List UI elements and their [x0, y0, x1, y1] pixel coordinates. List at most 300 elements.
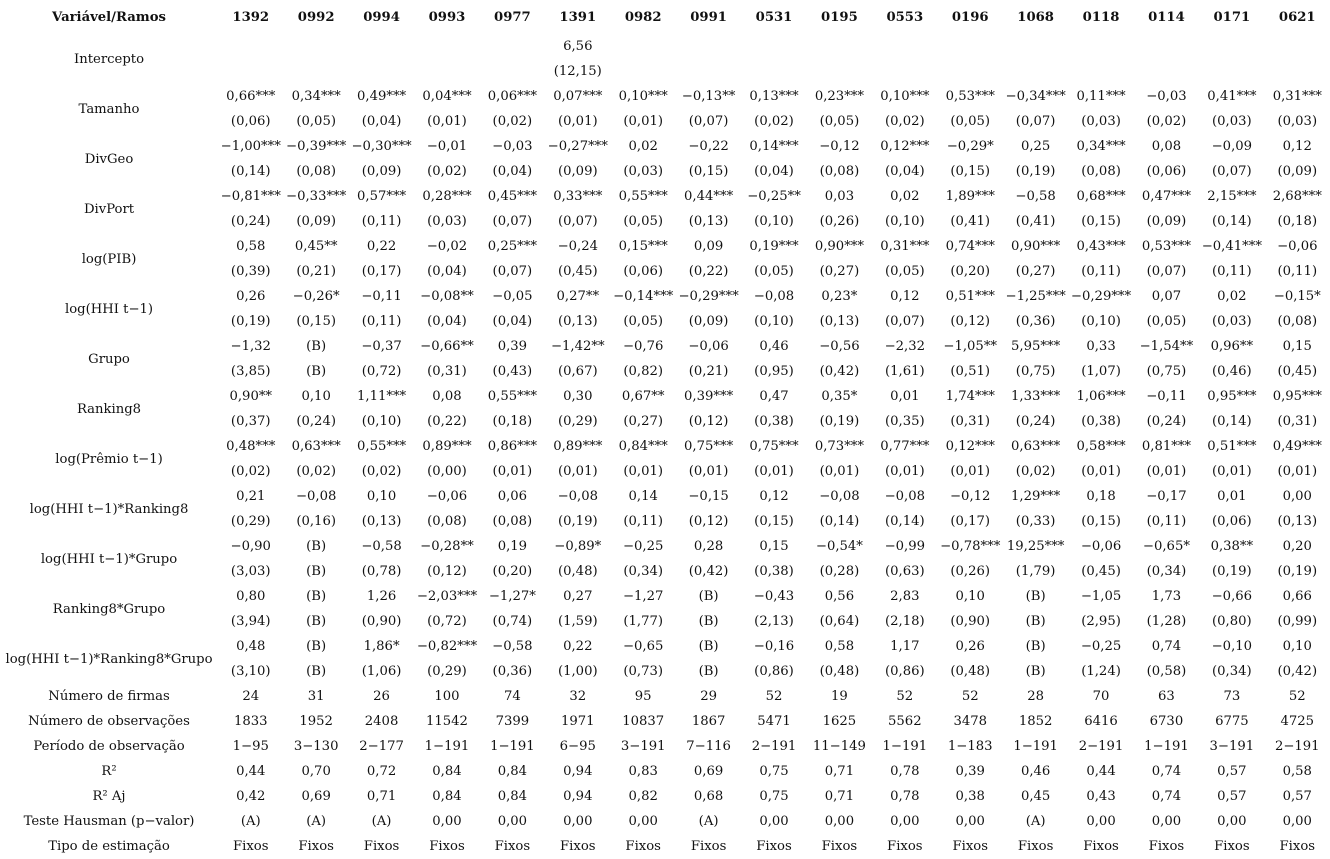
std-error-cell: (0,09)	[1277, 164, 1318, 179]
std-error-cell	[1068, 59, 1133, 84]
coef-cell: 0,39***	[684, 389, 734, 404]
stat-cell: 1−191	[1144, 739, 1189, 754]
stat-cell: 6−95	[559, 739, 596, 754]
std-error-cell: (0,13)	[557, 314, 598, 329]
std-error-cell: (0,14)	[819, 514, 860, 529]
coef-cell: −0,11	[1146, 389, 1187, 404]
stat-name: R² Aj	[92, 789, 126, 804]
std-error-cell: (0,06)	[623, 264, 664, 279]
coef-row	[0, 534, 1330, 559]
coef-cell: −0,28**	[420, 539, 474, 554]
stat-cell: 2−191	[1274, 739, 1320, 754]
std-error-cell: (0,02)	[754, 114, 794, 129]
coef-cell: 0,46	[759, 339, 789, 354]
stat-cell: 11542	[425, 714, 468, 729]
std-error-cell	[676, 59, 741, 84]
std-error-cell: (0,01)	[1081, 464, 1121, 479]
coef-cell: 0,75***	[684, 439, 734, 454]
stat-cell: 31	[307, 689, 325, 704]
stat-cell: 2−177	[359, 739, 404, 754]
coef-cell: 0,89***	[553, 439, 603, 454]
coef-cell: −0,43	[753, 589, 795, 604]
std-error-cell: (0,12)	[950, 314, 991, 329]
coef-row	[0, 284, 1330, 309]
column-header-ramo: 1068	[1017, 9, 1054, 25]
std-error-cell: (0,27)	[819, 264, 860, 279]
std-error-cell: (0,20)	[950, 264, 991, 279]
variable-name: log(Prêmio t−1)	[55, 451, 163, 467]
variable-name: Ranking8	[76, 401, 142, 417]
std-error-cell: (0,03)	[427, 214, 467, 229]
stat-cell: Fixos	[1083, 839, 1119, 854]
coef-cell: 0,77***	[880, 439, 930, 454]
std-error-cell: (0,75)	[1015, 364, 1056, 379]
coef-cell	[1265, 34, 1330, 59]
std-error-cell: (0,02)	[492, 114, 533, 129]
stat-cell: Fixos	[560, 839, 596, 854]
std-error-cell: (0,19)	[557, 514, 598, 529]
coef-cell: 0,15***	[618, 239, 668, 254]
column-header-ramo: 1392	[232, 9, 270, 25]
coef-cell: 0,80	[236, 589, 266, 604]
coef-cell: 0,28***	[422, 189, 472, 204]
std-error-cell: (0,18)	[492, 414, 533, 429]
coef-cell: 0,13***	[749, 89, 799, 104]
coef-cell	[1003, 34, 1068, 59]
coef-cell	[480, 34, 545, 59]
std-error-cell: (0,01)	[1277, 464, 1318, 479]
stat-row	[0, 734, 1330, 759]
coef-cell: 0,55***	[487, 389, 537, 404]
std-error-cell: (0,58)	[1146, 664, 1187, 679]
std-error-cell: (0,01)	[623, 464, 664, 479]
coef-row	[0, 484, 1330, 509]
coef-cell: 1,26	[366, 589, 397, 604]
coef-cell: 0,23***	[814, 89, 864, 104]
coef-cell: −0,08	[753, 289, 795, 304]
stat-row	[0, 709, 1330, 734]
coef-cell: 1,33***	[1011, 389, 1061, 404]
stat-cell: 1−191	[424, 739, 470, 754]
std-error-cell: (0,31)	[950, 414, 991, 429]
coef-row	[0, 584, 1330, 609]
std-error-cell: (0,07)	[1146, 264, 1187, 279]
stat-cell: 6730	[1149, 714, 1184, 729]
coef-cell: 0,68***	[1076, 189, 1126, 204]
std-error-cell: (0,09)	[361, 164, 402, 179]
coef-cell	[349, 34, 414, 59]
coef-cell: 0,18	[1086, 489, 1116, 504]
std-error-cell: (0,03)	[1277, 114, 1318, 129]
stat-cell: 0,72	[366, 764, 397, 779]
std-error-cell: (0,17)	[361, 264, 402, 279]
std-error-cell: (B)	[1025, 664, 1046, 679]
stat-cell: 0,74	[1151, 764, 1182, 779]
coef-cell: −0,58	[492, 639, 533, 654]
coef-cell: 0,73***	[814, 439, 864, 454]
stat-cell: 1971	[561, 714, 595, 729]
stat-cell: 5562	[888, 714, 922, 729]
stat-cell: (A)	[306, 814, 327, 829]
stat-cell: 2−191	[751, 739, 797, 754]
coef-cell: 0,74***	[945, 239, 995, 254]
stat-cell: 2−191	[1078, 739, 1124, 754]
coef-cell: 0,66	[1282, 589, 1312, 604]
std-error-cell: (0,90)	[950, 614, 991, 629]
stat-cell: Fixos	[494, 839, 531, 854]
std-error-cell: (0,02)	[1146, 114, 1187, 129]
stat-cell: Fixos	[429, 839, 465, 854]
coef-cell: 19,25***	[1006, 539, 1065, 554]
coef-cell	[741, 34, 806, 59]
coef-cell: 1,89***	[945, 189, 995, 204]
coef-cell: 0,51***	[945, 289, 995, 304]
coef-cell: 0,12***	[945, 439, 995, 454]
coef-cell: −0,06	[688, 339, 729, 354]
stat-cell: Fixos	[1017, 839, 1054, 854]
stat-cell: 0,71	[824, 764, 855, 779]
std-error-cell: (0,02)	[361, 464, 402, 479]
std-error-cell: (0,31)	[427, 364, 467, 379]
coef-cell: −0,81***	[220, 189, 281, 204]
std-error-cell: (2,95)	[1081, 614, 1121, 629]
coef-cell: 0,10	[366, 489, 397, 504]
coef-cell	[1068, 34, 1133, 59]
coef-cell: 0,58	[824, 639, 855, 654]
coef-cell: −0,10	[1211, 639, 1253, 654]
coef-cell: −1,42**	[550, 339, 605, 354]
std-error-cell: (0,05)	[1146, 314, 1187, 329]
std-error-cell: (0,07)	[1015, 114, 1056, 129]
std-error-cell: (0,17)	[950, 514, 991, 529]
variable-name: DivPort	[83, 201, 135, 217]
std-error-cell	[218, 59, 283, 84]
stat-cell: 3478	[953, 714, 987, 729]
coef-cell: 0,66***	[226, 89, 276, 104]
coef-cell: 0,48***	[226, 439, 276, 454]
std-error-cell: (0,05)	[884, 264, 925, 279]
stat-cell: Fixos	[690, 839, 727, 854]
std-error-cell: (0,13)	[819, 314, 860, 329]
std-error-cell: (0,15)	[950, 164, 991, 179]
std-error-cell: (0,01)	[623, 114, 664, 129]
coef-cell: 0,26	[236, 289, 266, 304]
stat-cell: 0,00	[1282, 814, 1312, 829]
std-error-cell: (0,01)	[819, 464, 860, 479]
std-error-cell: (0,05)	[819, 114, 860, 129]
stat-cell: 0,78	[890, 764, 920, 779]
std-error-cell: (0,03)	[623, 164, 664, 179]
std-error-cell: (0,19)	[1277, 564, 1318, 579]
column-header-ramo: 0195	[821, 9, 858, 25]
stat-cell: 0,84	[497, 764, 528, 779]
std-error-cell: (0,78)	[361, 564, 402, 579]
coef-row	[0, 384, 1330, 409]
coef-cell: −1,00***	[220, 139, 281, 154]
coef-cell: 0,02	[890, 189, 920, 204]
stat-name: Número de firmas	[48, 689, 170, 704]
coef-cell: 0,02	[628, 139, 658, 154]
coef-cell: 2,68***	[1272, 189, 1322, 204]
coef-row	[0, 234, 1330, 259]
column-header-ramo: 0991	[690, 9, 727, 25]
coef-row	[0, 184, 1330, 209]
stat-cell: 0,42	[236, 789, 266, 804]
coef-cell: 0,57***	[356, 189, 407, 204]
std-error-cell: (3,10)	[230, 664, 271, 679]
stat-cell: 10837	[622, 714, 665, 729]
std-error-cell: (0,09)	[688, 314, 729, 329]
coef-cell: 0,53***	[945, 89, 995, 104]
coef-cell: 0,75***	[749, 439, 799, 454]
std-error-cell: (0,99)	[1277, 614, 1318, 629]
coef-cell: 0,27	[563, 589, 593, 604]
stat-cell: 0,75	[759, 764, 789, 779]
std-error-cell: (0,34)	[623, 564, 664, 579]
std-error-cell: (0,05)	[754, 264, 794, 279]
stat-cell: (A)	[1025, 814, 1046, 829]
std-error-cell: (0,15)	[688, 164, 729, 179]
coef-cell: −1,27*	[488, 589, 536, 604]
coef-cell: −0,11	[361, 289, 402, 304]
stat-cell: 63	[1158, 689, 1175, 704]
std-error-cell: (0,11)	[623, 514, 664, 529]
coef-cell: −0,14***	[613, 289, 674, 304]
std-error-cell: (0,07)	[884, 314, 925, 329]
std-error-cell: (0,82)	[623, 364, 664, 379]
coef-cell: 0,55***	[356, 439, 407, 454]
coef-cell: 1,06***	[1076, 389, 1126, 404]
std-error-cell: (0,02)	[884, 114, 925, 129]
coef-cell	[807, 34, 872, 59]
std-error-cell: (0,21)	[688, 364, 729, 379]
coef-cell: 0,39	[497, 339, 528, 354]
std-error-cell: (0,27)	[1015, 264, 1056, 279]
std-error-cell: (0,08)	[819, 164, 860, 179]
std-error-cell: (0,39)	[230, 264, 271, 279]
std-error-cell: (0,64)	[819, 614, 860, 629]
std-error-cell: (0,11)	[1277, 264, 1318, 279]
std-error-cell: (0,86)	[884, 664, 925, 679]
std-error-cell: (0,80)	[1212, 614, 1252, 629]
coef-cell: 0,55***	[618, 189, 668, 204]
std-error-cell: (0,01)	[754, 464, 794, 479]
std-error-cell: (0,10)	[884, 214, 925, 229]
coef-row	[0, 434, 1330, 459]
header-row	[0, 0, 1330, 34]
stat-cell: 1833	[233, 714, 268, 729]
stat-row	[0, 684, 1330, 709]
coef-cell: −0,66**	[420, 339, 474, 354]
coef-cell: −0,33***	[286, 189, 347, 204]
coef-cell: 0,08	[1151, 139, 1182, 154]
std-error-cell: (12,15)	[553, 64, 602, 79]
coef-cell: −0,37	[361, 339, 402, 354]
coef-cell: 0,26	[955, 639, 985, 654]
coef-cell: 0,35*	[821, 389, 858, 404]
std-error-cell: (0,14)	[884, 514, 925, 529]
std-error-cell: (0,43)	[492, 364, 533, 379]
coef-cell: −0,89*	[554, 539, 602, 554]
coef-cell: 0,95***	[1272, 389, 1322, 404]
variable-name: log(HHI t−1)*Ranking8*Grupo	[5, 651, 213, 667]
std-error-cell: (0,01)	[1146, 464, 1187, 479]
stat-cell: Fixos	[1214, 839, 1250, 854]
variable-name: Tamanho	[78, 101, 140, 117]
coef-cell: 0,38**	[1210, 539, 1254, 554]
coef-cell: −0,03	[1146, 89, 1187, 104]
coef-cell: 0,47	[759, 389, 789, 404]
std-error-cell: (0,11)	[361, 314, 402, 329]
coef-cell: 1,74***	[945, 389, 995, 404]
coef-cell	[872, 34, 937, 59]
std-error-cell: (0,15)	[296, 314, 336, 329]
coef-cell: −1,05	[1080, 589, 1122, 604]
std-error-cell: (0,11)	[1081, 264, 1121, 279]
std-error-cell: (0,00)	[427, 464, 467, 479]
stat-name: Tipo de estimação	[48, 839, 170, 854]
coef-cell: 2,83	[890, 589, 920, 604]
stat-cell: 52	[765, 689, 783, 704]
stat-cell: Fixos	[952, 839, 988, 854]
stat-cell: 0,00	[955, 814, 985, 829]
std-error-cell: (0,01)	[1212, 464, 1252, 479]
coef-cell: 0,90**	[229, 389, 273, 404]
std-error-cell: (1,28)	[1146, 614, 1187, 629]
coef-cell: 0,15	[759, 539, 789, 554]
stat-cell: 7399	[495, 714, 530, 729]
coef-cell: −0,26*	[292, 289, 340, 304]
coef-cell: 0,20	[1282, 539, 1312, 554]
column-header-ramo: 0531	[755, 9, 793, 25]
stat-cell: 2408	[364, 714, 399, 729]
coef-cell: −0,06	[1277, 239, 1318, 254]
std-error-cell: (0,36)	[492, 664, 533, 679]
coef-cell: 0,58	[236, 239, 266, 254]
coef-cell: 0,90***	[814, 239, 864, 254]
std-error-cell: (0,07)	[557, 214, 598, 229]
coef-cell: 5,95***	[1011, 339, 1061, 354]
std-error-cell: (0,12)	[427, 564, 467, 579]
std-error-cell: (0,13)	[361, 514, 402, 529]
coef-cell	[676, 34, 741, 59]
std-error-cell: (0,19)	[230, 314, 271, 329]
std-error-cell: (0,04)	[492, 314, 533, 329]
stat-cell: 0,00	[1217, 814, 1247, 829]
coef-cell: −1,25***	[1005, 289, 1066, 304]
stat-cell: 29	[700, 689, 717, 704]
stat-cell: Fixos	[887, 839, 923, 854]
std-error-cell: (0,14)	[1212, 414, 1252, 429]
coef-cell	[1199, 34, 1264, 59]
std-error-cell: (0,11)	[1212, 264, 1252, 279]
column-header-ramo: 0118	[1082, 9, 1120, 25]
std-error-cell: (0,05)	[623, 214, 664, 229]
stat-cell: 52	[1288, 689, 1306, 704]
std-error-cell: (0,15)	[1081, 214, 1121, 229]
column-header-ramo: 1391	[559, 9, 597, 25]
std-error-cell: (0,02)	[427, 164, 467, 179]
coef-cell: −0,30***	[351, 139, 412, 154]
stat-cell: 0,45	[1020, 789, 1051, 804]
coef-cell: 0,30	[563, 389, 593, 404]
std-error-cell: (0,51)	[950, 364, 991, 379]
coef-cell: (B)	[698, 639, 719, 654]
coef-cell: 1,11***	[356, 389, 407, 404]
coef-cell: −0,82***	[416, 639, 478, 654]
stat-cell: 52	[961, 689, 979, 704]
std-error-cell	[938, 59, 1003, 84]
std-error-cell: (0,06)	[230, 114, 271, 129]
std-error-cell: (2,18)	[884, 614, 925, 629]
stat-cell: Fixos	[756, 839, 792, 854]
coef-cell: 0,43***	[1076, 239, 1126, 254]
std-error-cell: (0,04)	[427, 264, 467, 279]
std-error-cell	[283, 59, 348, 84]
variable-name: Intercepto	[74, 51, 145, 67]
std-error-cell: (0,42)	[819, 364, 860, 379]
column-header-ramo: 0553	[886, 9, 924, 25]
stat-cell: 26	[373, 689, 390, 704]
coef-row	[0, 334, 1330, 359]
coef-cell: −0,22	[688, 139, 729, 154]
std-error-cell: (0,86)	[754, 664, 794, 679]
coef-cell: −0,25**	[747, 189, 801, 204]
std-error-cell: (0,31)	[1277, 414, 1318, 429]
coef-cell: 0,10***	[618, 89, 668, 104]
stat-cell: (A)	[240, 814, 261, 829]
std-error-cell: (0,38)	[1081, 414, 1121, 429]
std-error-cell: (0,73)	[623, 664, 664, 679]
coef-cell: 0,34***	[1076, 139, 1126, 154]
coef-cell: −0,65*	[1142, 539, 1190, 554]
coef-cell: −0,06	[426, 489, 468, 504]
stat-cell: 0,00	[563, 814, 593, 829]
coef-cell: 0,45**	[294, 239, 338, 254]
std-error-cell: (0,08)	[427, 514, 467, 529]
coef-cell	[218, 34, 283, 59]
coef-cell: −0,54*	[815, 539, 863, 554]
std-error-cell: (0,03)	[1212, 114, 1252, 129]
variable-name: log(HHI t−1)*Grupo	[40, 551, 178, 567]
std-error-cell: (0,15)	[754, 514, 794, 529]
stat-cell: 19	[831, 689, 848, 704]
std-error-cell: (0,48)	[557, 564, 598, 579]
std-error-cell: (0,29)	[230, 514, 271, 529]
stat-cell: 0,84	[432, 789, 462, 804]
coef-cell: −1,27	[622, 589, 664, 604]
std-error-cell: (0,07)	[1212, 164, 1252, 179]
std-error-cell: (0,02)	[230, 464, 271, 479]
std-error-cell: (1,79)	[1015, 564, 1056, 579]
stat-cell: 0,71	[366, 789, 397, 804]
coef-cell: 0,27**	[556, 289, 600, 304]
stat-cell: 0,00	[1086, 814, 1116, 829]
stat-row	[0, 834, 1330, 859]
stat-cell: 1−191	[882, 739, 928, 754]
std-error-cell: (0,29)	[557, 414, 598, 429]
column-header-ramo: 0114	[1148, 9, 1185, 25]
coef-cell: 0,23*	[821, 289, 858, 304]
coef-row	[0, 84, 1330, 109]
std-error-cell: (0,22)	[427, 414, 467, 429]
std-error-cell: (0,75)	[1146, 364, 1187, 379]
stat-cell: 74	[503, 689, 521, 704]
std-error-cell: (0,19)	[1015, 164, 1056, 179]
std-error-cell: (0,38)	[754, 564, 794, 579]
stat-cell: 3−130	[293, 739, 339, 754]
std-error-cell: (B)	[306, 364, 327, 379]
